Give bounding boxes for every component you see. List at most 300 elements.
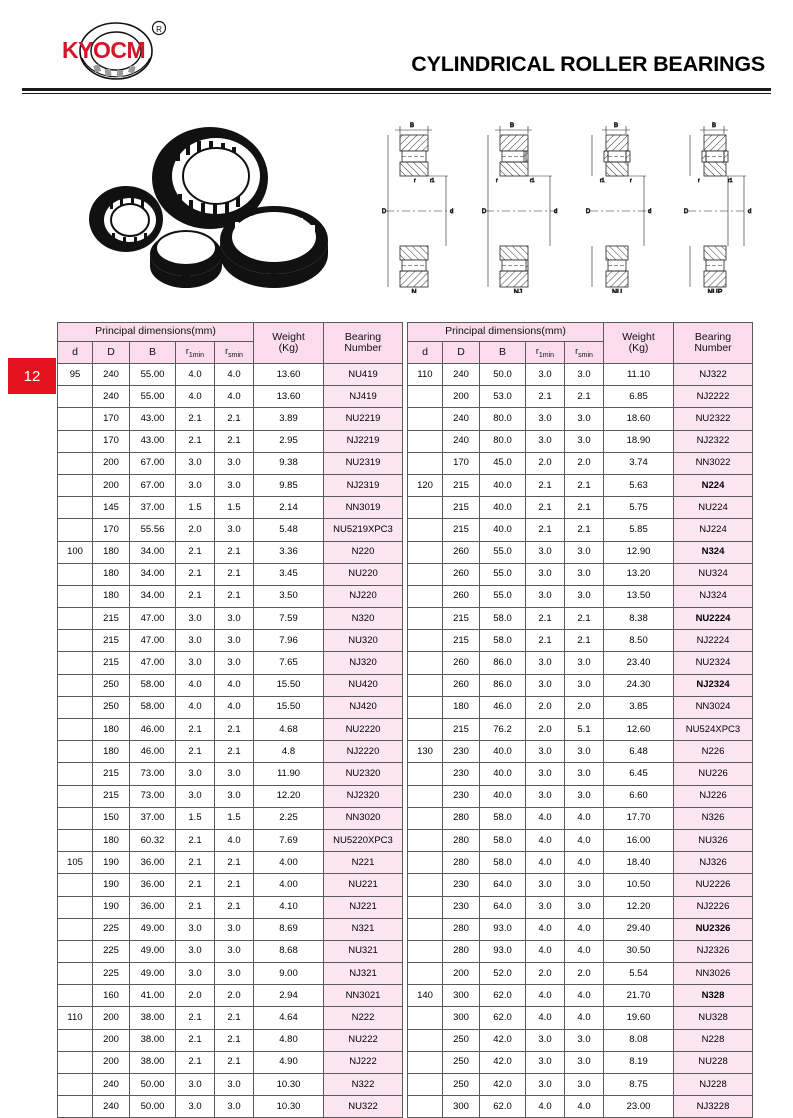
cell-D: 215 (443, 519, 480, 541)
cell-weight: 5.54 (604, 963, 674, 985)
cell-d (58, 585, 93, 607)
cell-B: 55.56 (130, 519, 176, 541)
cell-rsmin: 3.0 (215, 474, 254, 496)
cell-B: 50.00 (130, 1074, 176, 1096)
cell-rsmin: 3.0 (215, 652, 254, 674)
cell-B: 47.00 (130, 652, 176, 674)
cell-B: 53.0 (480, 386, 526, 408)
cell-D: 225 (93, 918, 130, 940)
cell-weight: 4.00 (254, 874, 324, 896)
cell-D: 180 (93, 541, 130, 563)
cell-B: 49.00 (130, 963, 176, 985)
table-row (58, 519, 403, 541)
cell-r1min: 3.0 (526, 585, 565, 607)
cell-B: 46.00 (130, 719, 176, 741)
table-row (58, 741, 403, 763)
cell-d (58, 874, 93, 896)
cell-rsmin: 2.1 (215, 430, 254, 452)
cell-d (408, 497, 443, 519)
table-body-left (58, 364, 403, 1118)
cell-rsmin: 4.0 (565, 807, 604, 829)
table-row (408, 563, 753, 585)
cell-rsmin: 2.1 (565, 519, 604, 541)
cell-r1min: 3.0 (526, 430, 565, 452)
cell-r1min: 3.0 (176, 918, 215, 940)
spec-table-left (57, 322, 403, 1118)
cell-D: 230 (443, 874, 480, 896)
cell-rsmin: 3.0 (565, 430, 604, 452)
table-row (408, 674, 753, 696)
cell-D: 230 (443, 896, 480, 918)
cell-B: 60.32 (130, 829, 176, 851)
cell-B: 40.0 (480, 741, 526, 763)
cell-D: 180 (93, 563, 130, 585)
col-weight (254, 323, 324, 364)
cell-weight: 8.75 (604, 1074, 674, 1096)
svg-text:r: r (414, 178, 416, 184)
cell-d (58, 1029, 93, 1051)
table-row (58, 807, 403, 829)
cell-rsmin: 2.1 (215, 719, 254, 741)
cell-rsmin: 3.0 (565, 785, 604, 807)
table-row (408, 386, 753, 408)
cell-r1min: 3.0 (526, 652, 565, 674)
cell-rsmin: 2.1 (215, 1007, 254, 1029)
cell-weight: 6.60 (604, 785, 674, 807)
col-bearing-line2: Number (344, 342, 382, 354)
cell-r1min: 2.1 (176, 585, 215, 607)
cell-rsmin: 3.0 (215, 1074, 254, 1096)
table-row (408, 364, 753, 386)
cell-d: 120 (408, 474, 443, 496)
cell-r1min: 3.0 (526, 785, 565, 807)
cell-d (58, 807, 93, 829)
cell-B: 42.0 (480, 1029, 526, 1051)
cell-r1min: 2.1 (526, 519, 565, 541)
cell-r1min: 2.1 (176, 741, 215, 763)
cell-bearing-number: NN3020 (324, 807, 403, 829)
cell-D: 200 (443, 386, 480, 408)
table-row (58, 985, 403, 1007)
table-row (408, 852, 753, 874)
cell-D: 300 (443, 1096, 480, 1118)
table-row (408, 741, 753, 763)
cell-D: 240 (443, 430, 480, 452)
cell-r1min: 2.1 (526, 608, 565, 630)
cell-rsmin: 3.0 (565, 408, 604, 430)
cell-d (408, 940, 443, 962)
cell-d (58, 963, 93, 985)
cell-bearing-number: NU224 (674, 497, 753, 519)
cell-D: 250 (443, 1074, 480, 1096)
cell-weight: 18.60 (604, 408, 674, 430)
cell-d (408, 785, 443, 807)
cell-B: 42.0 (480, 1051, 526, 1073)
cell-B: 86.0 (480, 652, 526, 674)
cell-D: 170 (443, 452, 480, 474)
cell-r1min: 4.0 (176, 696, 215, 718)
table-row (58, 1051, 403, 1073)
cell-weight: 15.50 (254, 696, 324, 718)
cell-rsmin: 3.0 (215, 963, 254, 985)
cell-bearing-number: NU220 (324, 563, 403, 585)
cell-B: 64.0 (480, 896, 526, 918)
col-r1min-base: r (535, 345, 539, 356)
cell-B: 73.00 (130, 763, 176, 785)
cell-rsmin: 3.0 (215, 519, 254, 541)
cell-weight: 23.40 (604, 652, 674, 674)
cell-weight: 6.85 (604, 386, 674, 408)
cell-d (58, 608, 93, 630)
cell-d (58, 1096, 93, 1118)
cell-rsmin: 2.0 (565, 696, 604, 718)
table-row (58, 1096, 403, 1118)
svg-text:d: d (554, 209, 558, 215)
cell-D: 230 (443, 785, 480, 807)
cell-rsmin: 3.0 (215, 630, 254, 652)
cell-rsmin: 2.1 (215, 1051, 254, 1073)
table-row (408, 785, 753, 807)
cell-d: 105 (58, 852, 93, 874)
cell-r1min: 3.0 (176, 608, 215, 630)
cell-rsmin: 2.1 (565, 497, 604, 519)
col-rsmin-sub: smin (578, 351, 593, 359)
table-row (408, 608, 753, 630)
cell-bearing-number: NJ322 (674, 364, 753, 386)
cell-d (408, 608, 443, 630)
cell-r1min: 4.0 (526, 807, 565, 829)
cell-bearing-number: NJ320 (324, 652, 403, 674)
cell-r1min: 2.1 (526, 386, 565, 408)
cell-weight: 6.45 (604, 763, 674, 785)
cell-rsmin: 2.1 (215, 541, 254, 563)
cell-r1min: 2.0 (526, 963, 565, 985)
cell-D: 200 (93, 452, 130, 474)
col-bearing-line1: Bearing (344, 330, 382, 343)
cell-D: 230 (443, 741, 480, 763)
table-row (58, 563, 403, 585)
cell-weight: 13.60 (254, 386, 324, 408)
cell-weight: 13.20 (604, 563, 674, 585)
cell-rsmin: 3.0 (215, 763, 254, 785)
cell-B: 73.00 (130, 785, 176, 807)
cell-bearing-number: NJ228 (674, 1074, 753, 1096)
table-row (408, 1007, 753, 1029)
cell-weight: 5.75 (604, 497, 674, 519)
col-r1min (526, 342, 565, 364)
cell-rsmin: 3.0 (215, 940, 254, 962)
cell-bearing-number: NJ321 (324, 963, 403, 985)
cell-weight: 12.20 (254, 785, 324, 807)
cell-d (408, 763, 443, 785)
cell-D: 280 (443, 829, 480, 851)
cell-bearing-number: NU2224 (674, 608, 753, 630)
cell-r1min: 2.1 (176, 408, 215, 430)
cell-r1min: 2.1 (176, 852, 215, 874)
cell-bearing-number: NU326 (674, 829, 753, 851)
cell-bearing-number: NN3021 (324, 985, 403, 1007)
table-head-row-group-left (58, 323, 403, 342)
cell-B: 58.0 (480, 829, 526, 851)
col-bearing-number (674, 323, 753, 364)
cell-B: 34.00 (130, 563, 176, 585)
cell-B: 47.00 (130, 630, 176, 652)
cell-rsmin: 4.0 (215, 364, 254, 386)
table-row (58, 652, 403, 674)
cell-weight: 3.85 (604, 696, 674, 718)
cell-d (58, 1051, 93, 1073)
cell-r1min: 3.0 (526, 408, 565, 430)
cell-D: 170 (93, 408, 130, 430)
cell-B: 58.0 (480, 807, 526, 829)
cell-bearing-number: NU320 (324, 630, 403, 652)
cell-weight: 30.50 (604, 940, 674, 962)
cell-D: 215 (443, 719, 480, 741)
col-bearing-line1: Bearing (694, 330, 732, 343)
bearing-product-photo (78, 112, 363, 292)
cell-B: 38.00 (130, 1051, 176, 1073)
cell-r1min: 4.0 (526, 1096, 565, 1118)
table-row (58, 497, 403, 519)
cell-bearing-number: NU2324 (674, 652, 753, 674)
cell-rsmin: 3.0 (565, 741, 604, 763)
cell-weight: 12.60 (604, 719, 674, 741)
cell-D: 250 (443, 1029, 480, 1051)
cell-d (58, 474, 93, 496)
cell-B: 36.00 (130, 852, 176, 874)
cell-rsmin: 2.1 (215, 741, 254, 763)
cell-rsmin: 3.0 (565, 1074, 604, 1096)
cell-rsmin: 2.1 (565, 386, 604, 408)
cell-D: 250 (93, 696, 130, 718)
cell-B: 93.0 (480, 918, 526, 940)
cell-rsmin: 4.0 (215, 386, 254, 408)
table-row (58, 874, 403, 896)
col-D: D (93, 342, 130, 364)
svg-text:NUP: NUP (707, 289, 723, 293)
cell-rsmin: 3.0 (215, 785, 254, 807)
table-body-right (408, 364, 753, 1118)
cell-weight: 10.30 (254, 1096, 324, 1118)
cell-bearing-number: NU2220 (324, 719, 403, 741)
cell-r1min: 2.1 (176, 563, 215, 585)
cell-rsmin: 3.0 (565, 674, 604, 696)
col-D: D (443, 342, 480, 364)
cell-B: 34.00 (130, 541, 176, 563)
cell-rsmin: 4.0 (565, 918, 604, 940)
cell-B: 62.0 (480, 1007, 526, 1029)
cell-B: 55.0 (480, 585, 526, 607)
cell-bearing-number: NN3022 (674, 452, 753, 474)
svg-text:R: R (156, 25, 162, 34)
cell-B: 62.0 (480, 1096, 526, 1118)
svg-text:r: r (496, 178, 498, 184)
cell-rsmin: 2.1 (215, 585, 254, 607)
cell-D: 215 (93, 763, 130, 785)
table-row (58, 918, 403, 940)
cell-r1min: 4.0 (526, 852, 565, 874)
cell-B: 40.0 (480, 497, 526, 519)
table-row (58, 430, 403, 452)
cell-B: 55.0 (480, 541, 526, 563)
bearing-photo-graphic (78, 112, 363, 292)
table-row (408, 652, 753, 674)
cell-bearing-number: NJ2222 (674, 386, 753, 408)
svg-text:B: B (613, 123, 619, 129)
cell-D: 190 (93, 896, 130, 918)
table-row (58, 963, 403, 985)
col-bearing-number (324, 323, 403, 364)
cell-weight: 2.94 (254, 985, 324, 1007)
col-d: d (58, 342, 93, 364)
page-header (0, 0, 793, 92)
cell-bearing-number: NU324 (674, 563, 753, 585)
cell-B: 86.0 (480, 674, 526, 696)
cell-r1min: 4.0 (526, 1007, 565, 1029)
cell-weight: 11.10 (604, 364, 674, 386)
table-head-left (58, 323, 403, 364)
cell-r1min: 2.1 (176, 719, 215, 741)
cell-rsmin: 4.0 (565, 852, 604, 874)
cell-d (408, 1007, 443, 1029)
cell-bearing-number: NJ324 (674, 585, 753, 607)
cell-rsmin: 3.0 (565, 364, 604, 386)
table-row (408, 874, 753, 896)
cell-r1min: 2.0 (176, 985, 215, 1007)
cell-bearing-number: NU226 (674, 763, 753, 785)
cell-D: 215 (93, 785, 130, 807)
cell-d (58, 630, 93, 652)
cell-r1min: 3.0 (526, 674, 565, 696)
cell-rsmin: 2.1 (215, 874, 254, 896)
cell-bearing-number: NJ2224 (674, 630, 753, 652)
cell-B: 36.00 (130, 896, 176, 918)
cell-d (408, 1074, 443, 1096)
cell-d (408, 807, 443, 829)
cell-r1min: 3.0 (526, 896, 565, 918)
cell-D: 230 (443, 763, 480, 785)
cell-bearing-number: NJ2324 (674, 674, 753, 696)
table-row (408, 763, 753, 785)
cell-rsmin: 3.0 (565, 541, 604, 563)
cell-d (58, 674, 93, 696)
cell-d: 95 (58, 364, 93, 386)
cell-D: 200 (93, 474, 130, 496)
cell-d: 100 (58, 541, 93, 563)
cell-D: 300 (443, 1007, 480, 1029)
cell-weight: 5.63 (604, 474, 674, 496)
cell-rsmin: 3.0 (565, 763, 604, 785)
cell-B: 67.00 (130, 452, 176, 474)
cell-r1min: 3.0 (526, 563, 565, 585)
cell-D: 260 (443, 652, 480, 674)
cell-weight: 5.48 (254, 519, 324, 541)
cell-d (58, 696, 93, 718)
cell-weight: 29.40 (604, 918, 674, 940)
cell-B: 55.00 (130, 364, 176, 386)
cell-r1min: 3.0 (176, 1074, 215, 1096)
svg-text:KYOCM: KYOCM (62, 37, 146, 63)
cell-bearing-number: N322 (324, 1074, 403, 1096)
cell-bearing-number: NU2219 (324, 408, 403, 430)
col-B: B (130, 342, 176, 364)
page-number-badge: 12 (8, 358, 56, 394)
cell-weight: 13.50 (604, 585, 674, 607)
cell-rsmin: 4.0 (565, 1096, 604, 1118)
header-divider-thick (22, 88, 771, 91)
cell-rsmin: 2.1 (565, 630, 604, 652)
table-row (58, 696, 403, 718)
cell-r1min: 3.0 (526, 541, 565, 563)
cell-D: 260 (443, 585, 480, 607)
table-row (408, 696, 753, 718)
cell-weight: 4.90 (254, 1051, 324, 1073)
cell-rsmin: 3.0 (565, 563, 604, 585)
col-rsmin-sub: smin (228, 351, 243, 359)
svg-text:D: D (683, 209, 689, 215)
cell-bearing-number: NU419 (324, 364, 403, 386)
cell-d (408, 829, 443, 851)
cell-D: 150 (93, 807, 130, 829)
cell-D: 170 (93, 430, 130, 452)
cell-d (408, 630, 443, 652)
cell-B: 43.00 (130, 430, 176, 452)
table-row (58, 1007, 403, 1029)
cell-D: 240 (93, 364, 130, 386)
table-row (58, 829, 403, 851)
table-row (58, 608, 403, 630)
cell-weight: 8.19 (604, 1051, 674, 1073)
cell-d (58, 519, 93, 541)
cell-rsmin: 2.0 (565, 963, 604, 985)
table-row (408, 807, 753, 829)
cell-D: 250 (443, 1051, 480, 1073)
cell-B: 76.2 (480, 719, 526, 741)
cell-bearing-number: N321 (324, 918, 403, 940)
cell-d (408, 541, 443, 563)
cell-B: 58.0 (480, 608, 526, 630)
table-row (408, 940, 753, 962)
table-head-right (408, 323, 753, 364)
cell-d (408, 585, 443, 607)
cell-B: 67.00 (130, 474, 176, 496)
cell-r1min: 3.0 (176, 963, 215, 985)
cell-rsmin: 3.0 (215, 1096, 254, 1118)
cell-B: 47.00 (130, 608, 176, 630)
svg-text:N: N (411, 289, 417, 293)
cell-bearing-number: N222 (324, 1007, 403, 1029)
cell-r1min: 3.0 (176, 630, 215, 652)
table-row (408, 719, 753, 741)
col-r1min-sub: 1min (538, 351, 555, 359)
cell-d (58, 386, 93, 408)
cell-weight: 11.90 (254, 763, 324, 785)
svg-text:B: B (711, 123, 717, 129)
cell-weight: 21.70 (604, 985, 674, 1007)
svg-text:r1: r1 (728, 178, 733, 184)
cell-rsmin: 4.0 (565, 985, 604, 1007)
cell-weight: 2.25 (254, 807, 324, 829)
cell-D: 215 (443, 497, 480, 519)
cell-D: 215 (93, 652, 130, 674)
table-row (408, 829, 753, 851)
cell-rsmin: 4.0 (565, 829, 604, 851)
cell-B: 80.0 (480, 408, 526, 430)
cell-bearing-number: NJ2220 (324, 741, 403, 763)
cell-D: 215 (443, 474, 480, 496)
cell-r1min: 3.0 (176, 452, 215, 474)
cell-r1min: 2.1 (176, 874, 215, 896)
